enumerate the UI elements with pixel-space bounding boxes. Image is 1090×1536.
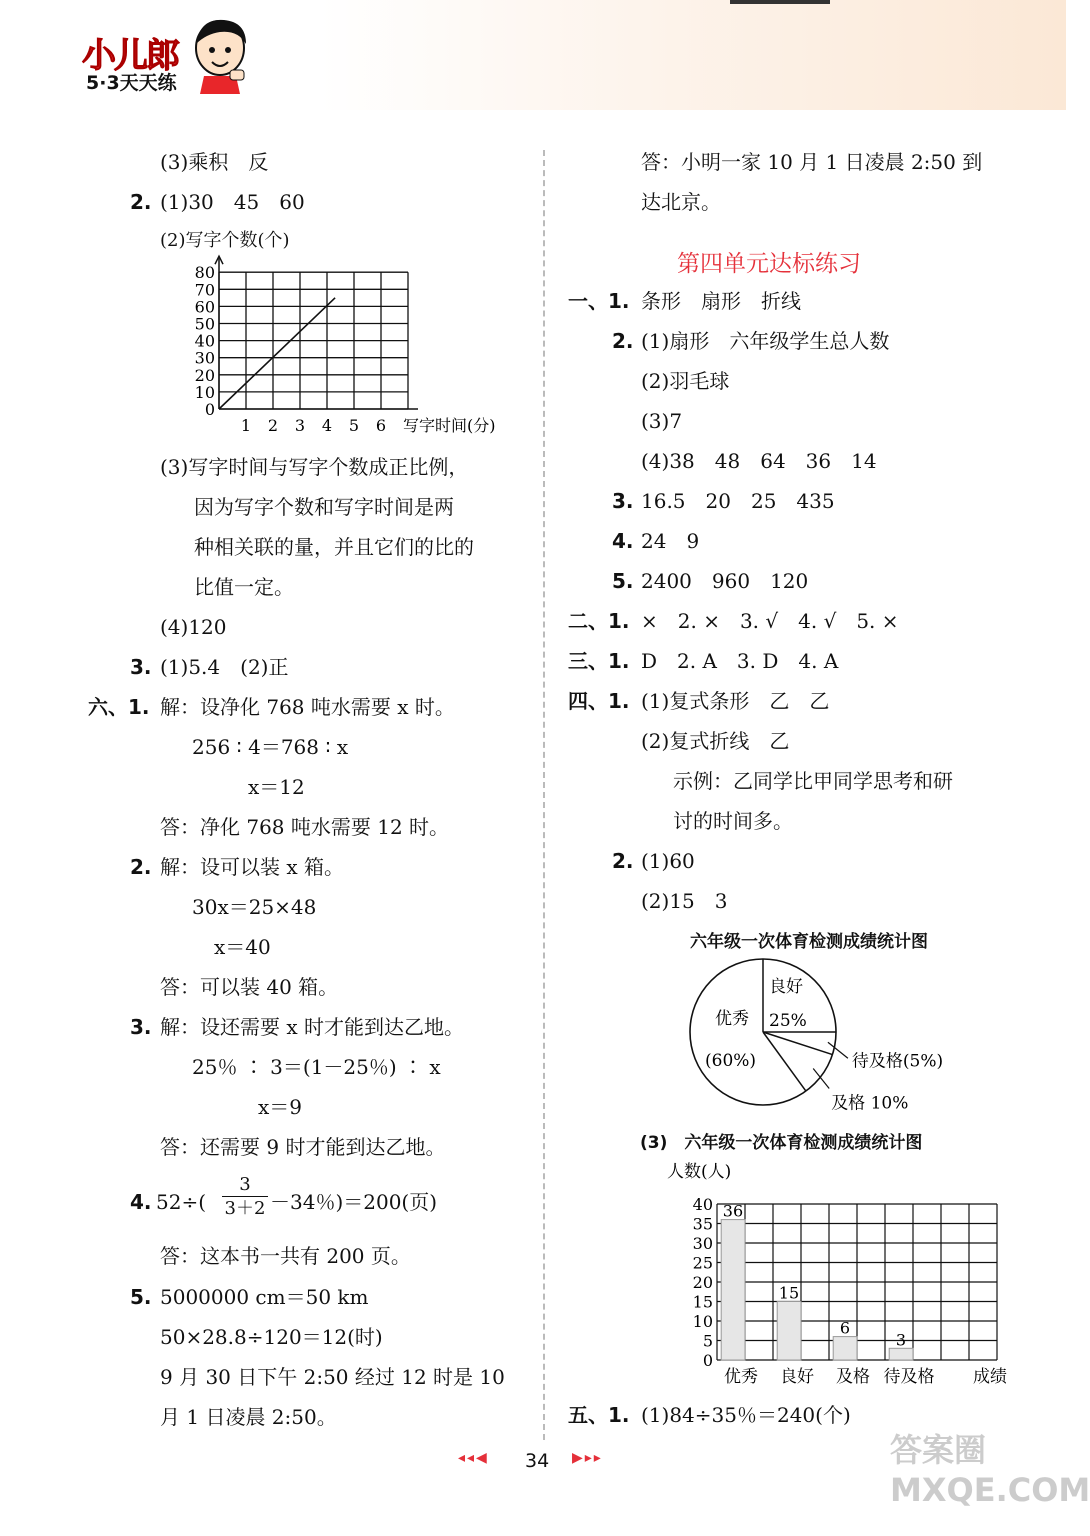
x-tick-label: 3 xyxy=(294,416,306,435)
answer-line: (3)乘积 反 xyxy=(160,150,269,174)
y-tick-label: 0 xyxy=(204,400,215,419)
item-number: 二、1. xyxy=(568,609,630,633)
item-number: 4. xyxy=(130,1190,152,1214)
y-tick-label: 10 xyxy=(194,382,215,402)
answer-line: 解：设还需要 x 时才能到达乙地。 xyxy=(160,1015,464,1039)
answer-line: (1)30 45 60 xyxy=(160,190,305,214)
bar-chart-title-text: 六年级一次体育检测成绩统计图 xyxy=(684,1133,923,1153)
pie-slice-label: 待及格(5%) xyxy=(851,1051,944,1072)
pie-slice-label: 及格 10% xyxy=(831,1093,909,1114)
y-tick-label: 20 xyxy=(194,365,215,385)
y-tick-label: 70 xyxy=(194,280,215,300)
header-rule xyxy=(730,0,830,4)
y-tick-label: 80 xyxy=(194,263,215,283)
page-number: 34 xyxy=(525,1450,550,1472)
answer-line: D 2. A 3. D 4. A xyxy=(641,649,839,673)
y-tick-label: 25 xyxy=(692,1253,713,1273)
item-number: 2. xyxy=(612,849,634,873)
bar-chart-title xyxy=(640,1128,922,1153)
x-tick-label: 良好 xyxy=(780,1367,814,1387)
item-number: 一、1. xyxy=(568,289,630,313)
answer-line: 2400 960 120 xyxy=(641,569,809,593)
y-tick-label: 0 xyxy=(702,1351,713,1370)
mascot-icon xyxy=(190,14,252,94)
answer-line: 种相关联的量，并且它们的比的 xyxy=(194,535,474,559)
series-name: 5·3天天练 xyxy=(86,72,177,94)
x-tick-label: 2 xyxy=(267,416,279,435)
x-tick-label: 及格 xyxy=(836,1367,870,1387)
answer-line: (1)60 xyxy=(641,849,695,873)
item-number: 3. xyxy=(130,655,152,679)
x-tick-label: 1 xyxy=(240,416,252,435)
equation-line: 30x＝25×48 xyxy=(192,895,317,919)
answer-line: 条形 扇形 折线 xyxy=(641,289,801,313)
pie-slice-value: 25% xyxy=(769,1011,807,1031)
next-arrows-icon: ▶▸▸ xyxy=(572,1450,603,1466)
x-tick-label: 5 xyxy=(348,416,360,435)
equation-line: x＝12 xyxy=(248,775,305,799)
pie-chart-title: 六年级一次体育检测成绩统计图 xyxy=(690,932,928,952)
y-tick-label: 20 xyxy=(692,1273,713,1292)
x-tick-label: 优秀 xyxy=(724,1367,758,1387)
bar-chart xyxy=(665,1155,1007,1390)
y-axis-label: 人数(人) xyxy=(667,1162,732,1182)
item-number: 三、1. xyxy=(568,649,630,673)
answer-line: (1)84÷35％＝240(个) xyxy=(641,1403,851,1427)
bar-data-label: 3 xyxy=(895,1330,907,1350)
item-number: 六、1. xyxy=(88,695,150,719)
equation-line: 25％ ∶ 3＝(1－25％) ∶ x xyxy=(192,1055,441,1079)
bar xyxy=(777,1302,801,1361)
column-divider xyxy=(543,150,545,1440)
equation-line: 256 ∶ 4＝768 ∶ x xyxy=(192,735,349,759)
answer-line: 答：小明一家 10 月 1 日凌晨 2:50 到 xyxy=(641,150,983,174)
answer-line: (4)120 xyxy=(160,615,227,639)
answer-line: 答：净化 768 吨水需要 12 时。 xyxy=(160,815,450,839)
item-number: 4. xyxy=(612,529,634,553)
y-tick-label: 30 xyxy=(194,348,215,368)
answer-line: 50×28.8÷120＝12(时) xyxy=(160,1325,383,1349)
prev-arrows-icon: ◂◂◀ xyxy=(458,1450,489,1466)
equation-part: 52÷( xyxy=(156,1190,207,1214)
item-number: 2. xyxy=(130,190,152,214)
answer-line: 月 1 日凌晨 2:50。 xyxy=(160,1405,337,1429)
fraction xyxy=(222,1176,268,1218)
answer-line: 达北京。 xyxy=(641,190,721,214)
item-number: 2. xyxy=(130,855,152,879)
answer-line: 因为写字个数和写字时间是两 xyxy=(194,495,454,519)
answer-line: 答：还需要 9 时才能到达乙地。 xyxy=(160,1135,446,1159)
item-number: 5. xyxy=(612,569,634,593)
answer-line: 16.5 20 25 435 xyxy=(641,489,835,513)
fraction-denominator: 3＋2 xyxy=(224,1198,266,1219)
answer-line: (3)写字时间与写字个数成正比例， xyxy=(160,455,469,479)
bar xyxy=(889,1348,913,1360)
section-title: 第四单元达标练习 xyxy=(677,251,861,277)
x-tick-label: 6 xyxy=(375,416,387,435)
answer-line: × 2. × 3. √ 4. √ 5. × xyxy=(641,609,899,633)
x-tick-label: 4 xyxy=(321,416,333,435)
chart-ylabel: (2)写字个数(个) xyxy=(160,230,290,251)
answer-line: (1)5.4 (2)正 xyxy=(160,655,289,679)
answer-line: 答：这本书一共有 200 页。 xyxy=(160,1244,411,1268)
line-chart xyxy=(185,255,525,440)
answer-line: (1)扇形 六年级学生总人数 xyxy=(641,329,890,353)
y-tick-label: 35 xyxy=(692,1214,713,1234)
y-tick-label: 50 xyxy=(194,314,215,334)
item-number: 四、1. xyxy=(568,689,630,713)
fraction-numerator: 3 xyxy=(222,1176,268,1197)
bar-data-label: 6 xyxy=(839,1318,851,1338)
pie-slice-value: (60%) xyxy=(705,1051,757,1071)
pie-slice-label: 良好 xyxy=(769,977,803,997)
equation-line: x＝9 xyxy=(258,1095,303,1119)
answer-line: 示例：乙同学比甲同学思考和研 xyxy=(673,769,953,793)
y-tick-label: 15 xyxy=(692,1292,713,1312)
pie-slice-label: 优秀 xyxy=(715,1009,749,1029)
answer-line: 解：设可以装 x 箱。 xyxy=(160,855,344,879)
answer-line: (3)7 xyxy=(641,409,683,433)
watermark-text: 答案圈 MXQE.COM xyxy=(890,1431,1090,1509)
equation-line: x＝40 xyxy=(214,935,271,959)
answer-line: (1)复式条形 乙 乙 xyxy=(641,689,830,713)
answer-line: (2)羽毛球 xyxy=(641,369,730,393)
bar xyxy=(833,1337,857,1360)
y-tick-label: 40 xyxy=(692,1195,713,1214)
pie-chart xyxy=(680,950,990,1114)
answer-line: 讨的时间多。 xyxy=(673,809,793,833)
item-number: 2. xyxy=(612,329,634,353)
y-tick-label: 60 xyxy=(194,297,215,317)
y-tick-label: 40 xyxy=(194,331,215,351)
bar-data-label: 36 xyxy=(722,1201,744,1221)
answer-line: 9 月 30 日下午 2:50 经过 12 时是 10 xyxy=(160,1365,505,1389)
x-axis-label: 成绩 xyxy=(973,1367,1007,1387)
answer-line: (2)15 3 xyxy=(641,889,728,913)
item-number: 3. xyxy=(130,1015,152,1039)
answer-line: 5000000 cm＝50 km xyxy=(160,1285,369,1309)
item-number: 5. xyxy=(130,1285,152,1309)
x-axis-label: 写字时间(分) xyxy=(403,416,496,435)
y-tick-label: 30 xyxy=(692,1234,713,1253)
item-number: 五、1. xyxy=(568,1403,630,1427)
answer-line: (2)复式折线 乙 xyxy=(641,729,790,753)
answer-line: (4)38 48 64 36 14 xyxy=(641,449,877,473)
y-tick-label: 5 xyxy=(702,1331,713,1351)
bar-chart-caption-prefix: (3) xyxy=(640,1133,668,1153)
brand-logo: 小儿郎 xyxy=(82,36,178,76)
x-tick-label: 待及格 xyxy=(883,1367,935,1387)
answer-line: 24 9 xyxy=(641,529,700,553)
bar-data-label: 15 xyxy=(778,1283,800,1303)
item-number: 3. xyxy=(612,489,634,513)
bar xyxy=(721,1220,745,1360)
answer-line: 答：可以装 40 箱。 xyxy=(160,975,339,999)
watermark xyxy=(890,1425,1090,1509)
equation-part: －34％)＝200(页) xyxy=(270,1190,438,1214)
answer-line: 解：设净化 768 吨水需要 x 时。 xyxy=(160,695,455,719)
answer-line: 比值一定。 xyxy=(194,575,294,599)
y-tick-label: 10 xyxy=(692,1312,713,1331)
